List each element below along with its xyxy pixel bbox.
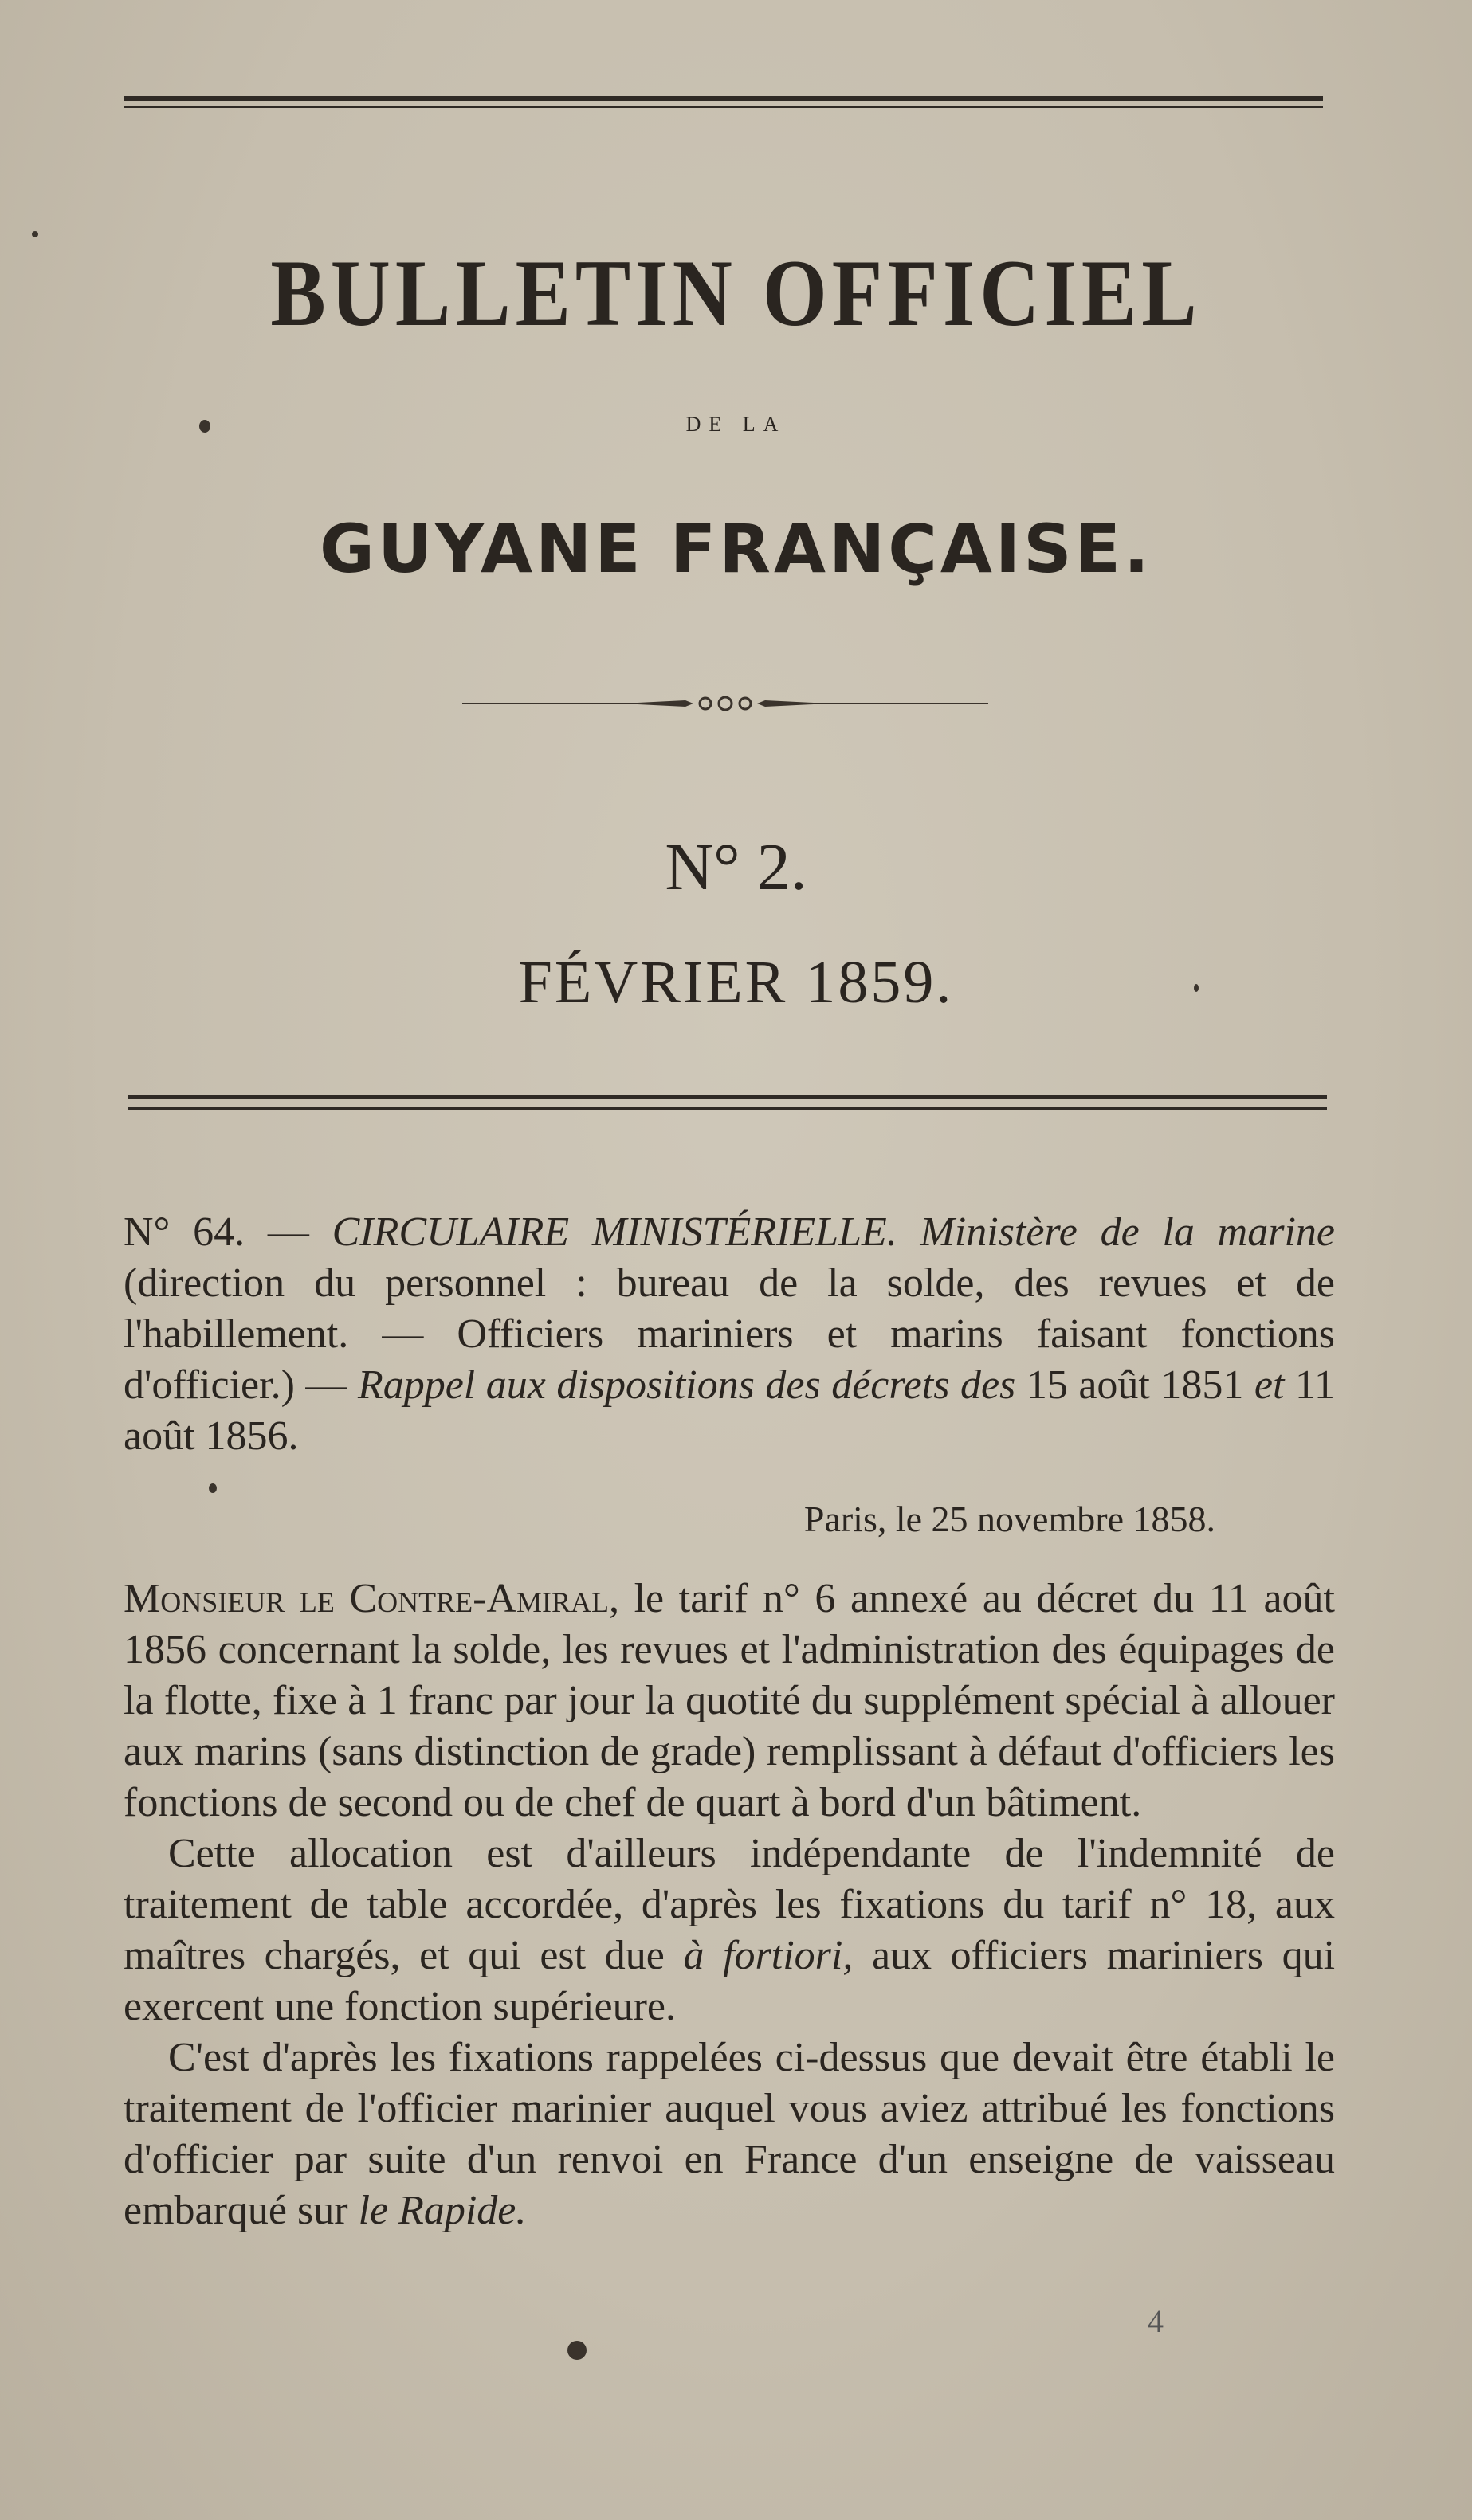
issue-date: FÉVRIER 1859.: [518, 949, 954, 1016]
issue-number: N° 2.: [665, 830, 807, 904]
title-connector: DE LA: [685, 413, 787, 436]
ornament-divider: [462, 692, 988, 715]
paragraph-2-text-b: aux officiers mariniers qui exercent une fonction supérieure.: [124, 1933, 1336, 2029]
article-body: [124, 1574, 1335, 2236]
paragraph-1: [124, 1574, 1335, 1828]
ink-spot: [1194, 984, 1199, 992]
article-type: CIRCULAIRE MINISTÉRIELLE.: [332, 1209, 897, 1255]
mid-rule-thin: [128, 1107, 1327, 1110]
article-ministry: Ministère de la marine: [920, 1209, 1335, 1255]
ink-spot: [209, 1483, 217, 1493]
ink-spot: [199, 420, 210, 433]
paragraph-2-text-a: Cette allocation est d'ailleurs indépendante de l'indemnité de traitement de table accordée, d'après les fixations du tarif n° 18, aux maîtres chargés, et qui est due: [124, 1831, 1335, 1978]
mid-rule: [128, 1095, 1327, 1099]
article-subject: Rappel aux dispositions des décrets des: [357, 1362, 1016, 1408]
top-rule: [124, 96, 1323, 101]
paragraph-3-text: C'est d'après les fixations rappelées ci-dessus que devait être établi le traitement de l'officier marinier auquel vous aviez attribué les fonctions d'officier par suite d'un renvoi en France d'un enseigne de vaisseau embarqué sur: [124, 2035, 1335, 2233]
article-number: N° 64. —: [124, 1209, 309, 1255]
ink-spot: [567, 2341, 587, 2360]
dateline: Paris, le 25 novembre 1858.: [803, 1499, 1215, 1539]
paragraph-2-italic: à fortiori,: [683, 1933, 854, 1978]
top-rule-thin: [124, 106, 1323, 108]
article-subject-et: et: [1254, 1362, 1285, 1408]
article-date-1: 15 août 1851: [1026, 1362, 1244, 1408]
page-mark: 4: [1148, 2303, 1164, 2339]
ship-name: le Rapide.: [358, 2188, 527, 2233]
colony-title: GUYANE FRANÇAISE.: [320, 510, 1152, 588]
paragraph-2: [124, 1828, 1335, 2032]
article-heading: [124, 1207, 1335, 1462]
bulletin-title: BULLETIN OFFICIEL: [270, 241, 1202, 347]
ink-spot: [32, 231, 38, 237]
paragraph-3: [124, 2032, 1335, 2236]
article-direction: (direction du personnel : bureau de la solde, des revues et de l'habillement. — Officiers mariniers et marins faisant fonctions d'officier.) —: [124, 1260, 1335, 1408]
article-date-2: 11 août 1856.: [124, 1362, 1336, 1459]
paragraph-1-text: , le tarif n° 6 annexé au décret du 11 août 1856 concernant la solde, les revues et l'administration des équipages de la flotte, fixe à 1 franc par jour la quotité du supplément spécial à allouer aux marins (sans distinction de grade) remplissant à défaut d'officiers les fonctions de second ou de chef de quart à bord d'un bâtiment.: [124, 1576, 1335, 1825]
salutation: Monsieur le Contre-Amiral: [124, 1576, 609, 1621]
